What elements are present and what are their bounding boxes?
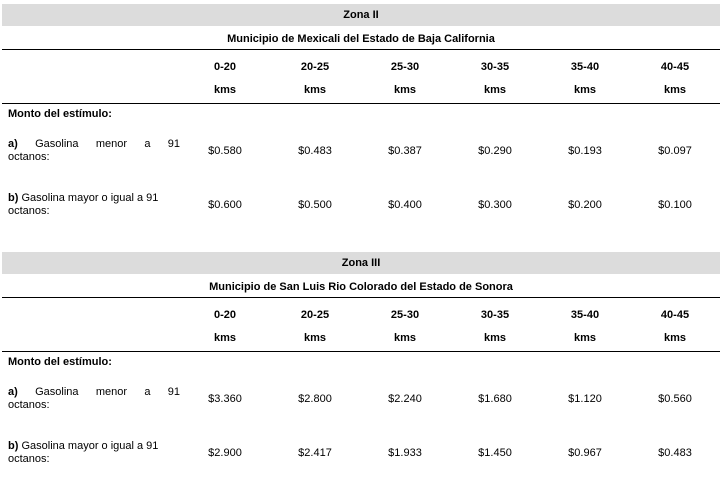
unit-header: kms — [573, 84, 597, 96]
unit-header: kms — [483, 332, 507, 344]
monto-label: Monto del estímulo: — [8, 108, 112, 120]
row-label — [2, 372, 180, 426]
row-label-line1: Gasolina mayor o igual a 91 — [21, 440, 159, 452]
value-cell: $2.240 — [388, 393, 422, 405]
row-label-line2: octanos: — [8, 453, 50, 465]
value-cell: $0.300 — [478, 199, 512, 211]
unit-header: kms — [393, 84, 417, 96]
row-label — [2, 124, 180, 178]
value-cell: $0.400 — [388, 199, 422, 211]
range-header: 25-30 — [390, 308, 420, 321]
zone-title: Zona II — [2, 4, 720, 26]
unit-header-row — [2, 327, 720, 351]
unit-header: kms — [663, 332, 687, 344]
value-cell: $0.200 — [568, 199, 602, 211]
value-cell: $2.417 — [298, 447, 332, 459]
row-label-line1: Gasolina menor a 91 — [35, 386, 180, 398]
range-header: 35-40 — [570, 308, 600, 321]
row-prefix: b) — [8, 192, 19, 204]
row-prefix: b) — [8, 440, 19, 452]
value-cell: $0.387 — [388, 145, 422, 157]
value-cell: $1.933 — [388, 447, 422, 459]
value-cell: $0.290 — [478, 145, 512, 157]
zone-3-section — [2, 252, 720, 480]
table-row — [2, 124, 720, 178]
value-cell: $0.193 — [568, 145, 602, 157]
stimulus-table — [2, 298, 720, 480]
municipality-title: Municipio de San Luis Rio Colorado del Estado de Sonora — [2, 274, 720, 298]
row-label-line2: octanos: — [8, 399, 50, 411]
range-header: 20-25 — [300, 60, 330, 73]
range-header-row — [2, 50, 720, 79]
range-header: 35-40 — [570, 60, 600, 73]
range-header: 30-35 — [480, 308, 510, 321]
value-cell: $0.500 — [298, 199, 332, 211]
unit-header-row — [2, 79, 720, 103]
unit-header: kms — [303, 332, 327, 344]
value-cell: $0.483 — [658, 447, 692, 459]
range-header: 0-20 — [213, 308, 237, 321]
unit-header: kms — [213, 84, 237, 96]
stimulus-table — [2, 50, 720, 232]
value-cell: $0.967 — [568, 447, 602, 459]
value-cell: $1.120 — [568, 393, 602, 405]
value-cell: $0.097 — [658, 145, 692, 157]
monto-label: Monto del estímulo: — [8, 356, 112, 368]
row-prefix: a) — [8, 386, 18, 398]
row-label-line1: Gasolina menor a 91 — [35, 138, 180, 150]
unit-header: kms — [213, 332, 237, 344]
value-cell: $3.360 — [208, 393, 242, 405]
range-header: 20-25 — [300, 308, 330, 321]
row-prefix: a) — [8, 138, 18, 150]
row-label-line1: Gasolina mayor o igual a 91 — [21, 192, 159, 204]
range-header: 40-45 — [660, 308, 690, 321]
value-cell: $0.580 — [208, 145, 242, 157]
table-row — [2, 372, 720, 426]
value-cell: $2.900 — [208, 447, 242, 459]
row-label — [2, 426, 180, 480]
range-header-row — [2, 298, 720, 327]
value-cell: $1.450 — [478, 447, 512, 459]
unit-header: kms — [663, 84, 687, 96]
value-cell: $0.483 — [298, 145, 332, 157]
value-cell: $0.600 — [208, 199, 242, 211]
table-row — [2, 426, 720, 480]
row-label — [2, 178, 180, 232]
value-cell: $0.100 — [658, 199, 692, 211]
range-header: 0-20 — [213, 60, 237, 73]
range-header: 40-45 — [660, 60, 690, 73]
table-row — [2, 178, 720, 232]
range-header: 30-35 — [480, 60, 510, 73]
value-cell: $2.800 — [298, 393, 332, 405]
value-cell: $0.560 — [658, 393, 692, 405]
unit-header: kms — [483, 84, 507, 96]
municipality-title: Municipio de Mexicali del Estado de Baja California — [2, 26, 720, 50]
range-header: 25-30 — [390, 60, 420, 73]
unit-header: kms — [393, 332, 417, 344]
zone-title: Zona III — [2, 252, 720, 274]
row-label-line2: octanos: — [8, 205, 50, 217]
value-cell: $1.680 — [478, 393, 512, 405]
row-label-line2: octanos: — [8, 151, 50, 163]
zone-2-section — [2, 4, 720, 232]
unit-header: kms — [303, 84, 327, 96]
unit-header: kms — [573, 332, 597, 344]
